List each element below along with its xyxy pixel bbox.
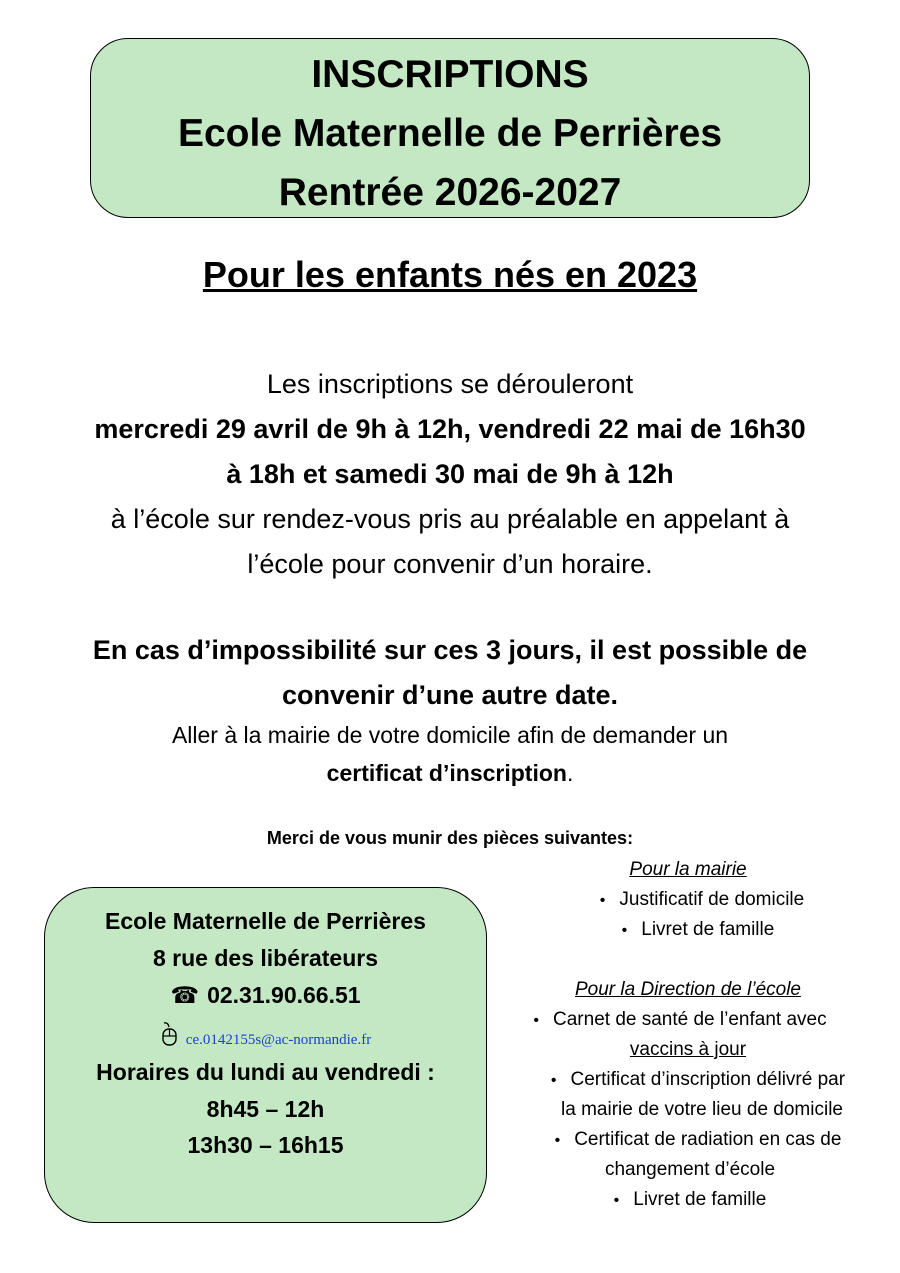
bullet-icon: • bbox=[599, 892, 606, 909]
direction-item-text: Certificat d’inscription délivré par bbox=[570, 1069, 846, 1090]
header-title: INSCRIPTIONS bbox=[311, 53, 589, 96]
mairie-item bbox=[502, 889, 900, 911]
direction-item bbox=[480, 1009, 880, 1031]
direction-item bbox=[498, 1129, 898, 1151]
header-school-year: Rentrée 2026-2027 bbox=[278, 171, 622, 214]
bullet-icon: • bbox=[533, 1012, 540, 1029]
direction-item-text: changement d’école bbox=[604, 1159, 776, 1180]
schedule-note-line1: à l’école sur rendez-vous pris au préalable en appelant à bbox=[110, 504, 790, 534]
contact-phone-line bbox=[45, 982, 486, 1009]
direction-item-text: Livret de famille bbox=[633, 1189, 767, 1210]
direction-item-text: Carnet de santé de l’enfant avec bbox=[553, 1009, 827, 1030]
documents-title: Merci de vous munir des pièces suivantes: bbox=[266, 828, 634, 848]
schedule-dates-line1: mercredi 29 avril de 9h à 12h, vendredi 22 mai de 16h30 bbox=[94, 414, 806, 444]
direction-item bbox=[498, 1069, 898, 1091]
mairie-heading-text: Pour la mairie bbox=[629, 859, 747, 880]
contact-hours-afternoon: 13h30 – 16h15 bbox=[187, 1132, 344, 1158]
schedule-note-line2: l’école pour convenir d’un horaire. bbox=[247, 549, 653, 579]
direction-heading-text: Pour la Direction de l’école bbox=[574, 979, 801, 1000]
contact-email[interactable]: ce.0142155s@ac-normandie.fr bbox=[185, 1032, 372, 1048]
direction-heading bbox=[488, 979, 888, 1001]
header-box bbox=[90, 38, 810, 218]
direction-item bbox=[490, 1189, 890, 1211]
bullet-icon: • bbox=[554, 1132, 561, 1149]
phone-icon: ☎ bbox=[170, 982, 200, 1008]
direction-item-text: la mairie de votre lieu de domicile bbox=[561, 1099, 843, 1120]
header-school-name: Ecole Maternelle de Perrières bbox=[177, 112, 723, 155]
contact-box bbox=[44, 887, 487, 1223]
period: . bbox=[566, 760, 574, 786]
mouse-icon bbox=[160, 1022, 180, 1052]
mairie-heading bbox=[488, 859, 888, 881]
schedule-dates-line2: à 18h et samedi 30 mai de 9h à 12h bbox=[226, 459, 674, 489]
bullet-icon: • bbox=[621, 922, 628, 939]
contact-school-name: Ecole Maternelle de Perrières bbox=[105, 908, 426, 934]
schedule-intro: Les inscriptions se dérouleront bbox=[266, 369, 634, 399]
contact-hours-morning: 8h45 – 12h bbox=[206, 1096, 325, 1122]
contact-hours-title: Horaires du lundi au vendredi : bbox=[96, 1059, 435, 1085]
contact-phone: 02.31.90.66.51 bbox=[207, 982, 361, 1008]
alternative-line3: Aller à la mairie de votre domicile afin de demander un bbox=[171, 722, 729, 748]
certificate-text: certificat d’inscription bbox=[326, 760, 567, 786]
mairie-item bbox=[498, 919, 898, 941]
bullet-icon: • bbox=[613, 1192, 620, 1209]
mairie-item-text: Livret de famille bbox=[641, 919, 775, 940]
bullet-icon: • bbox=[550, 1072, 557, 1089]
direction-item-continued bbox=[490, 1159, 890, 1181]
contact-address: 8 rue des libérateurs bbox=[153, 945, 378, 971]
alternative-line2: convenir d’une autre date. bbox=[281, 680, 619, 710]
direction-item-continued bbox=[502, 1099, 900, 1121]
alternative-line1: En cas d’impossibilité sur ces 3 jours, il est possible de bbox=[92, 635, 808, 665]
direction-item-text: Certificat de radiation en cas de bbox=[574, 1129, 842, 1150]
alternative-line4 bbox=[0, 754, 900, 792]
page-subtitle: Pour les enfants nés en 2023 bbox=[202, 254, 698, 295]
direction-item-text: vaccins à jour bbox=[629, 1039, 747, 1060]
mairie-item-text: Justificatif de domicile bbox=[619, 889, 805, 910]
direction-item-continued bbox=[488, 1039, 888, 1061]
contact-email-line bbox=[45, 1022, 486, 1052]
